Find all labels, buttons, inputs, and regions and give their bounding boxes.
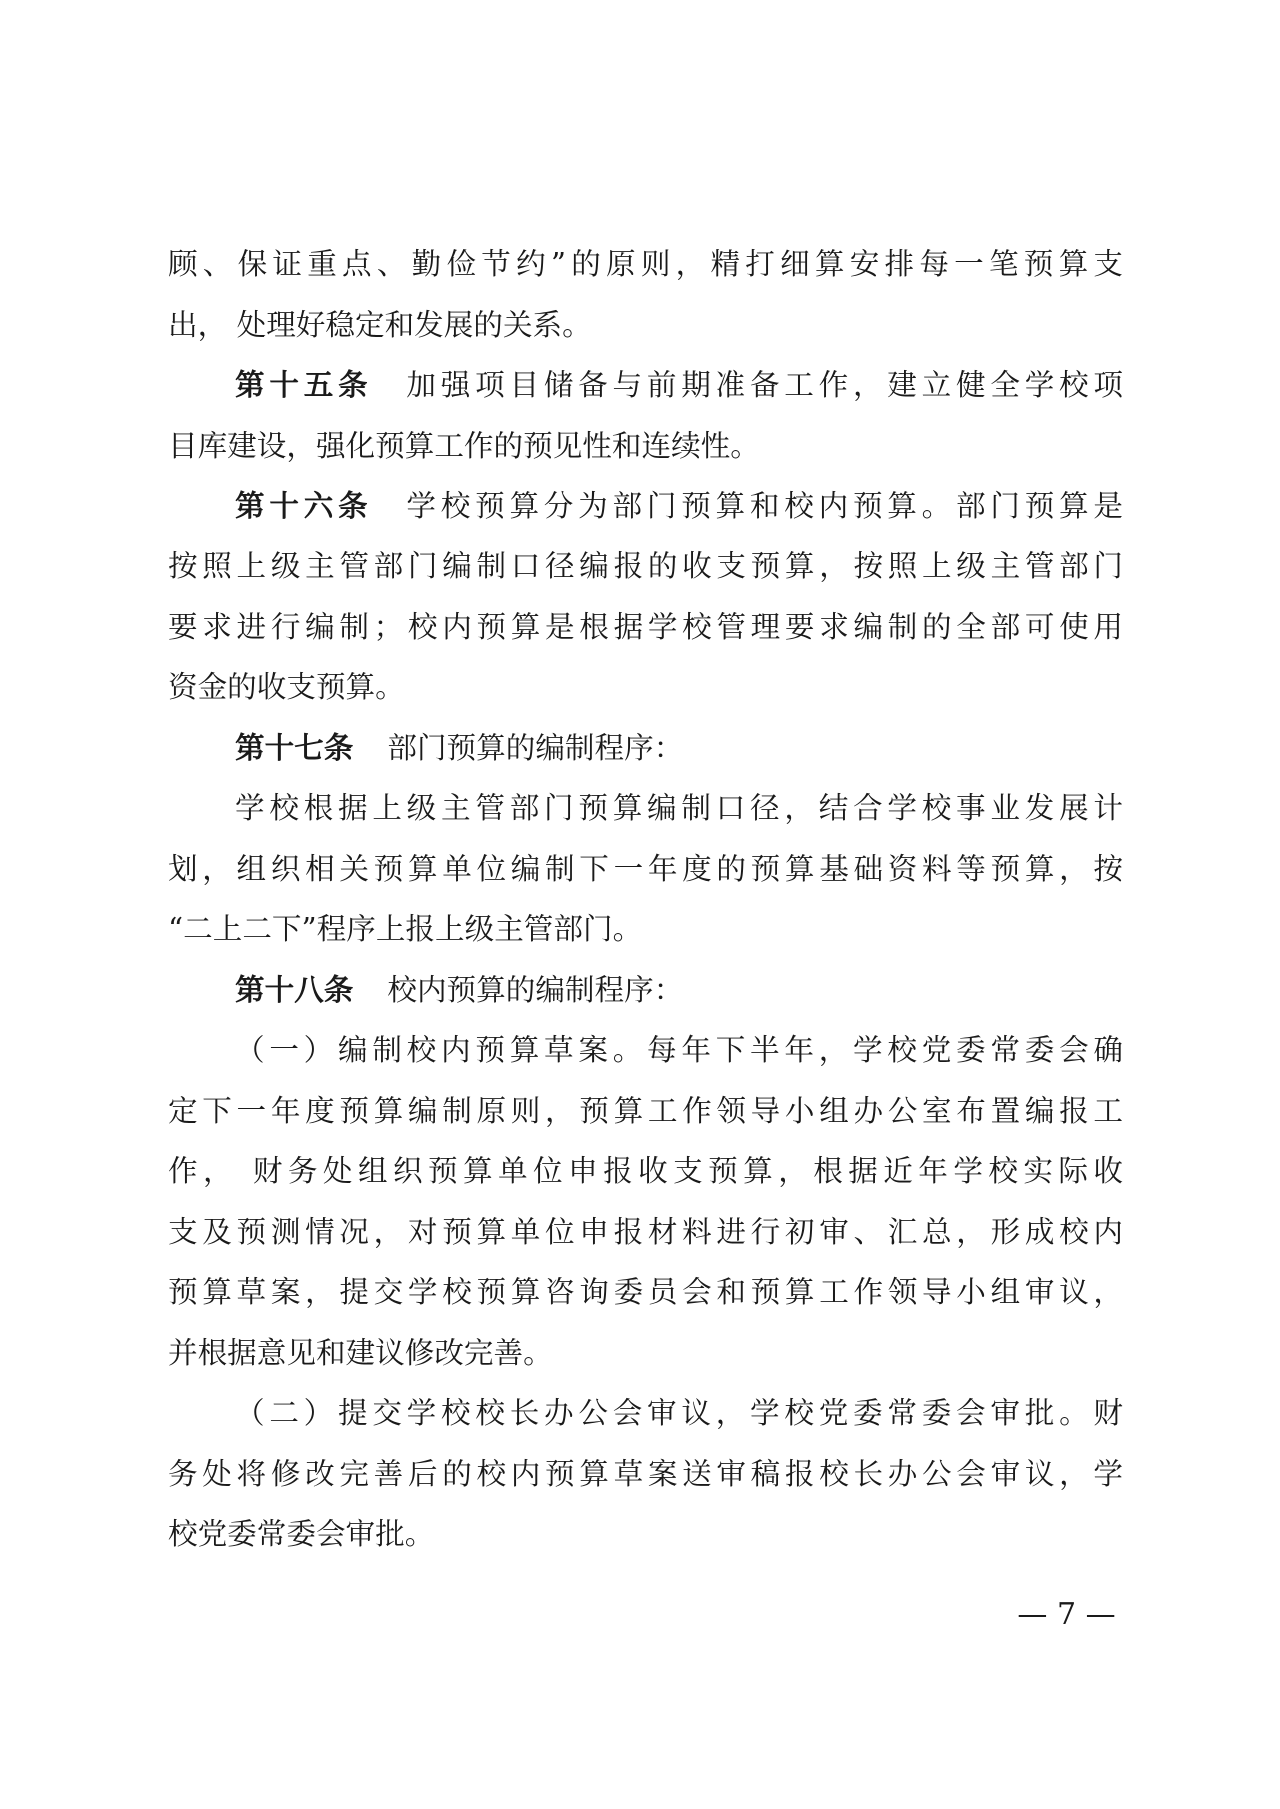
article-16-line-3: 要求进行编制；校内预算是根据学校管理要求编制的全部可使用 bbox=[168, 610, 1123, 644]
article-18-item-1-line-6: 并根据意见和建议修改完善。 bbox=[168, 1336, 553, 1370]
article-18-item-1-line-2: 定下一年度预算编制原则，预算工作领导小组办公室布置编报工 bbox=[168, 1094, 1123, 1128]
page-number: — 7 — bbox=[1017, 1597, 1116, 1632]
article-15-text: 加强项目储备与前期准备工作，建立健全学校项 bbox=[406, 368, 1124, 402]
article-18-item-2-line-2: 务处将修改完善后的校内预算草案送审稿报校长办公会审议，学 bbox=[168, 1457, 1123, 1491]
article-17-line-2: 学校根据上级主管部门预算编制口径，结合学校事业发展计 bbox=[235, 791, 1123, 825]
article-18-heading: 第十八条 bbox=[235, 972, 354, 1007]
paragraph-line-1: 顾、保证重点、勤俭节约”的原则，精打细算安排每一笔预算支 bbox=[168, 247, 1123, 281]
article-18-item-1-line-5: 预算草案，提交学校预算咨询委员会和预算工作领导小组审议， bbox=[168, 1275, 1123, 1309]
article-16-line-2: 按照上级主管部门编制口径编报的收支预算，按照上级主管部门 bbox=[168, 549, 1123, 583]
article-18-text: 校内预算的编制程序： bbox=[387, 973, 684, 1007]
article-17-heading: 第十七条 bbox=[235, 730, 354, 765]
article-17-line-3: 划，组织相关预算单位编制下一年度的预算基础资料等预算，按 bbox=[168, 852, 1123, 886]
article-15-line-1 bbox=[235, 365, 1123, 405]
article-17-line-1 bbox=[235, 728, 1123, 768]
article-16-heading: 第十六条 bbox=[235, 488, 373, 523]
article-15-heading: 第十五条 bbox=[235, 367, 373, 402]
article-16-line-4: 资金的收支预算。 bbox=[168, 670, 405, 704]
article-18-item-1-line-4: 支及预测情况，对预算单位申报材料进行初审、汇总，形成校内 bbox=[168, 1215, 1123, 1249]
article-18-item-1-line-1: （一）编制校内预算草案。每年下半年，学校党委常委会确 bbox=[235, 1033, 1123, 1067]
article-17-text: 部门预算的编制程序： bbox=[387, 731, 684, 765]
article-18-item-2-line-3: 校党委常委会审批。 bbox=[168, 1517, 435, 1551]
article-16-text: 学校预算分为部门预算和校内预算。部门预算是 bbox=[406, 489, 1124, 523]
article-16-line-1 bbox=[235, 486, 1123, 526]
article-17-line-4: “二上二下”程序上报上级主管部门。 bbox=[168, 912, 643, 946]
article-18-item-1-line-3: 作， 财务处组织预算单位申报收支预算，根据近年学校实际收 bbox=[168, 1154, 1123, 1188]
paragraph-line-2: 出， 处理好稳定和发展的关系。 bbox=[168, 308, 592, 342]
article-18-item-2-line-1: （二）提交学校校长办公会审议，学校党委常委会审批。财 bbox=[235, 1396, 1123, 1430]
article-15-line-2: 目库建设，强化预算工作的预见性和连续性。 bbox=[168, 429, 760, 463]
article-18-line-1 bbox=[235, 970, 1123, 1010]
